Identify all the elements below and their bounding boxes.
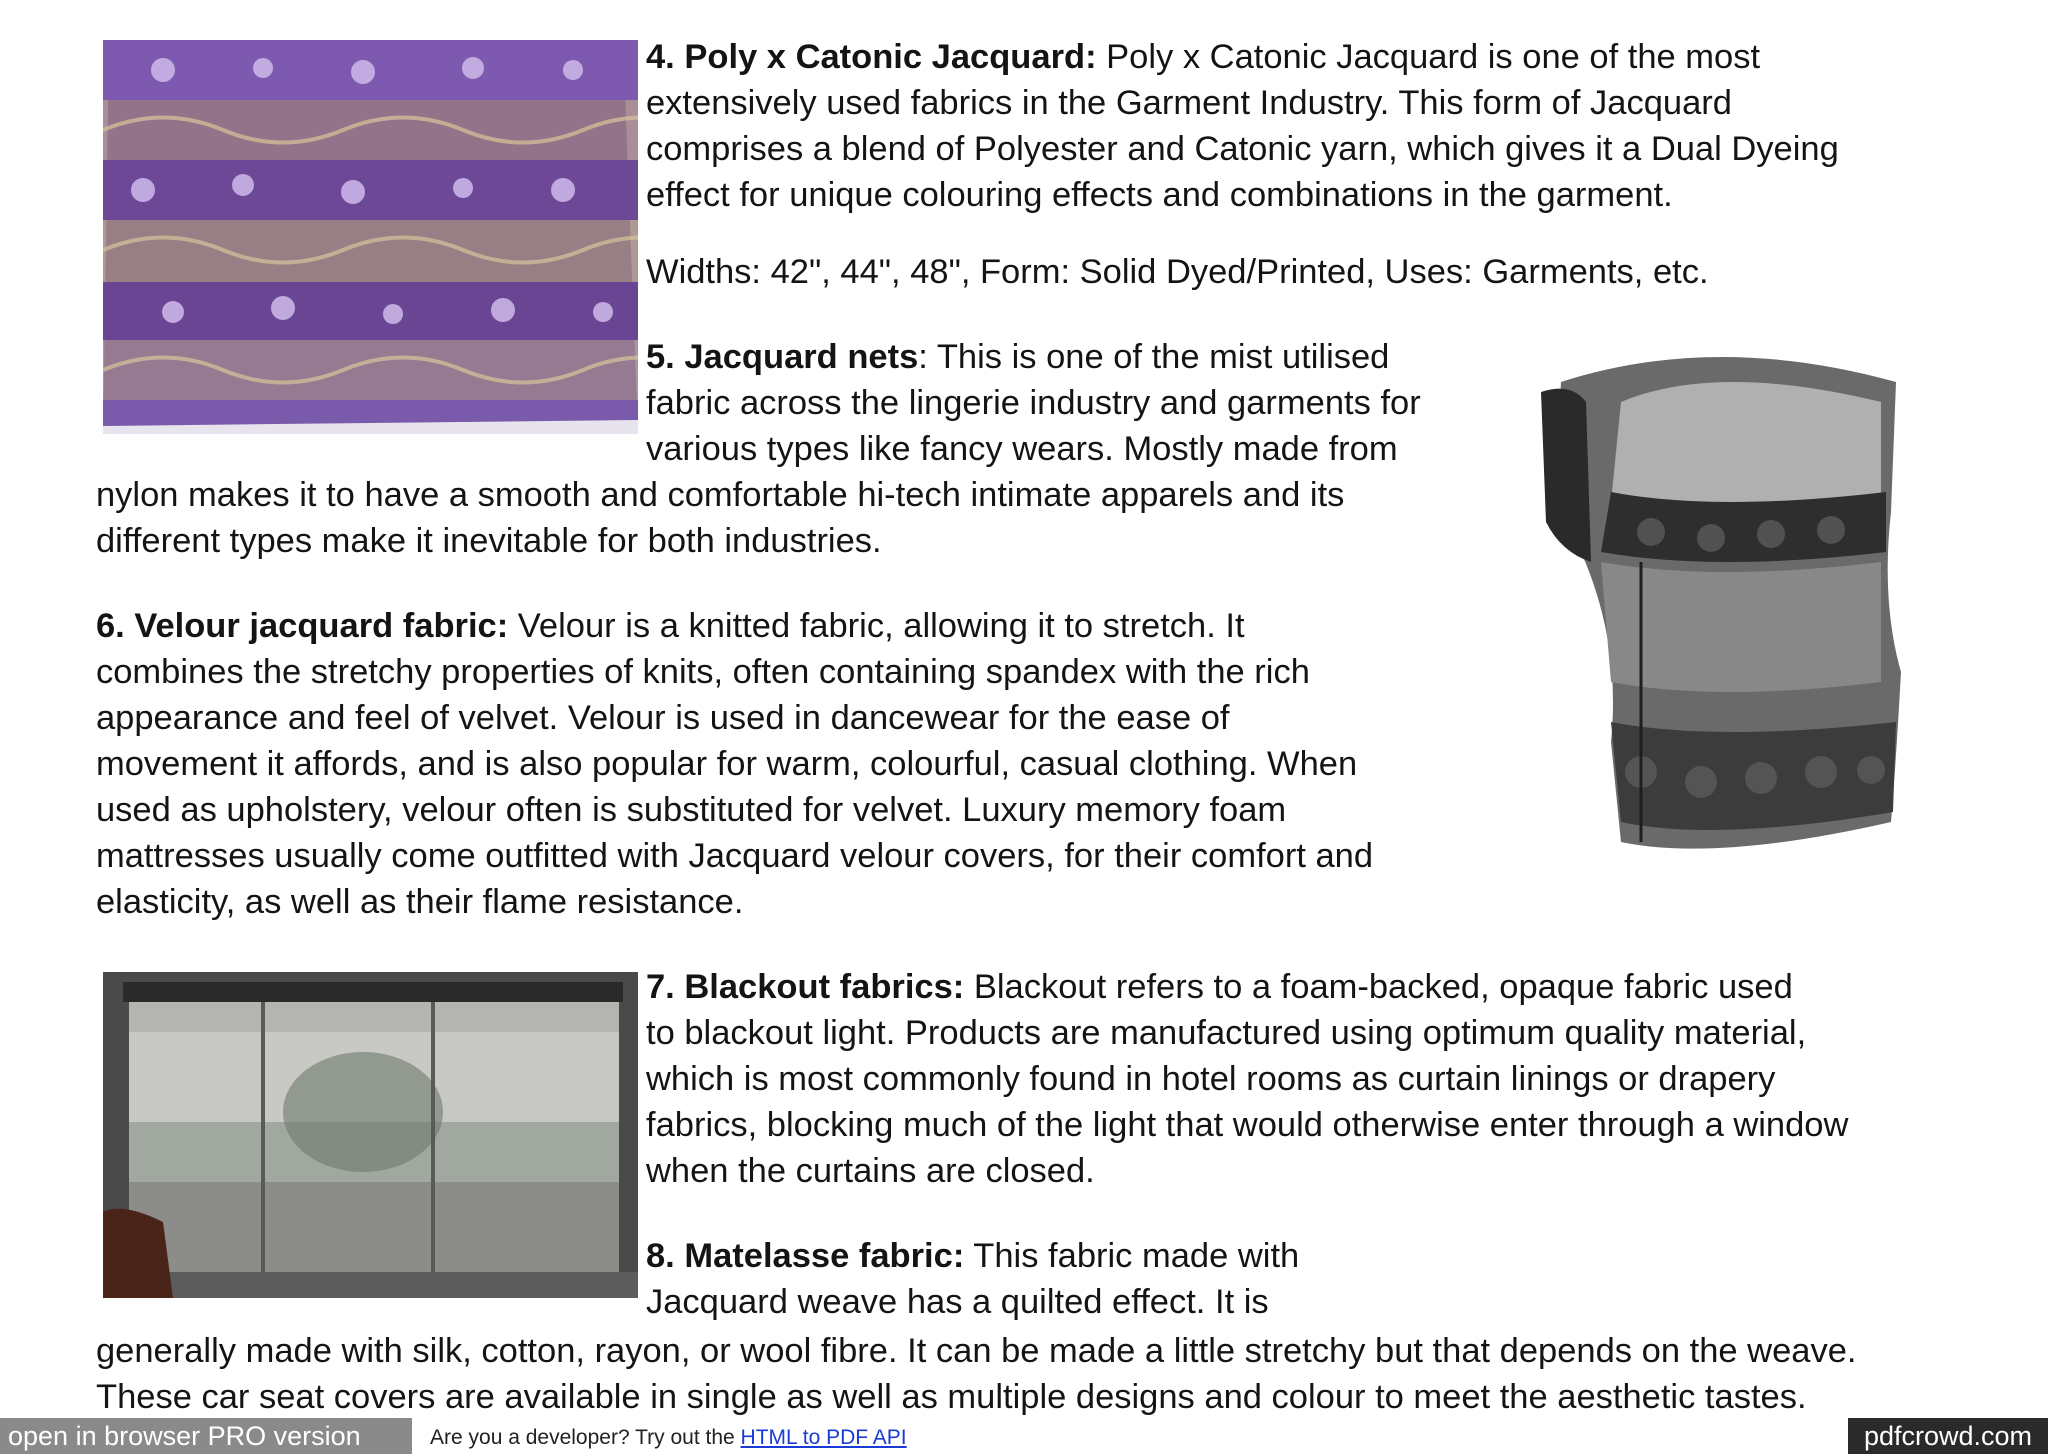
section-7-line-2: to blackout light. Products are manufactured using optimum quality material, bbox=[646, 1014, 1807, 1052]
section-5-line-1: 5. Jacquard nets: This is one of the mist utilised bbox=[646, 338, 1390, 376]
section-4-line-1: 4. Poly x Catonic Jacquard: Poly x Catonic Jacquard is one of the most bbox=[646, 38, 1761, 76]
pdfcrowd-brand-link[interactable]: pdfcrowd.com bbox=[1848, 1418, 2048, 1454]
section-6-line-7: elasticity, as well as their flame resistance. bbox=[96, 883, 744, 921]
section-7-line-1: 7. Blackout fabrics: Blackout refers to a foam-backed, opaque fabric used bbox=[646, 968, 1793, 1006]
blackout-blinds-image bbox=[103, 972, 638, 1298]
section-8-heading: 8. Matelasse fabric: bbox=[646, 1237, 965, 1275]
section-8-line-1: 8. Matelasse fabric: This fabric made with bbox=[646, 1237, 1300, 1275]
section-7-line-5: when the curtains are closed. bbox=[646, 1152, 1095, 1190]
section-7-heading: 7. Blackout fabrics: bbox=[646, 968, 965, 1006]
section-8-line-3: generally made with silk, cotton, rayon, or wool fibre. It can be made a little stretchy but that depends on the weave. bbox=[96, 1332, 1857, 1370]
section-6-line-4: movement it affords, and is also popular for warm, colourful, casual clothing. When bbox=[96, 745, 1358, 783]
html-to-pdf-api-link[interactable]: HTML to PDF API bbox=[740, 1426, 907, 1449]
section-4-heading: 4. Poly x Catonic Jacquard: bbox=[646, 38, 1097, 76]
section-5-line-5: different types make it inevitable for both industries. bbox=[96, 522, 882, 560]
developer-promo-text: Are you a developer? Try out the bbox=[430, 1426, 741, 1449]
section-4-line-4: effect for unique colouring effects and combinations in the garment. bbox=[646, 176, 1673, 214]
section-5-line-4: nylon makes it to have a smooth and comfortable hi-tech intimate apparels and its bbox=[96, 476, 1345, 514]
section-7-line-3: which is most commonly found in hotel rooms as curtain linings or drapery bbox=[646, 1060, 1776, 1098]
section-6-heading: 6. Velour jacquard fabric: bbox=[96, 607, 509, 645]
section-4-specs: Widths: 42", 44", 48", Form: Solid Dyed/Printed, Uses: Garments, etc. bbox=[646, 253, 1709, 291]
section-6-line-1: 6. Velour jacquard fabric: Velour is a knitted fabric, allowing it to stretch. It bbox=[96, 607, 1245, 645]
section-4-line-3: comprises a blend of Polyester and Catonic yarn, which gives it a Dual Dyeing bbox=[646, 130, 1839, 168]
open-in-browser-pro-button[interactable]: open in browser PRO version bbox=[0, 1418, 412, 1454]
section-7-line-4: fabrics, blocking much of the light that would otherwise enter through a window bbox=[646, 1106, 1849, 1144]
section-6-line-5: used as upholstery, velour often is substituted for velvet. Luxury memory foam bbox=[96, 791, 1287, 829]
section-6-line-6: mattresses usually come outfitted with Jacquard velour covers, for their comfort and bbox=[96, 837, 1374, 875]
purple-jacquard-fabric-image bbox=[103, 40, 638, 434]
section-5-line-3: various types like fancy wears. Mostly made from bbox=[646, 430, 1398, 468]
section-6-line-3: appearance and feel of velvet. Velour is used in dancewear for the ease of bbox=[96, 699, 1230, 737]
section-5-heading: 5. Jacquard nets bbox=[646, 338, 919, 376]
jacquard-lace-corset-image bbox=[1501, 342, 1931, 876]
section-5-line-2: fabric across the lingerie industry and garments for bbox=[646, 384, 1421, 422]
section-6-line-2: combines the stretchy properties of knits, often containing spandex with the rich bbox=[96, 653, 1310, 691]
developer-promo bbox=[430, 1424, 907, 1452]
section-8-line-4: These car seat covers are available in single as well as multiple designs and colour to meet the aesthetic tastes. bbox=[96, 1378, 1807, 1416]
section-4-line-2: extensively used fabrics in the Garment Industry. This form of Jacquard bbox=[646, 84, 1732, 122]
section-8-line-2: Jacquard weave has a quilted effect. It is bbox=[646, 1283, 1269, 1321]
